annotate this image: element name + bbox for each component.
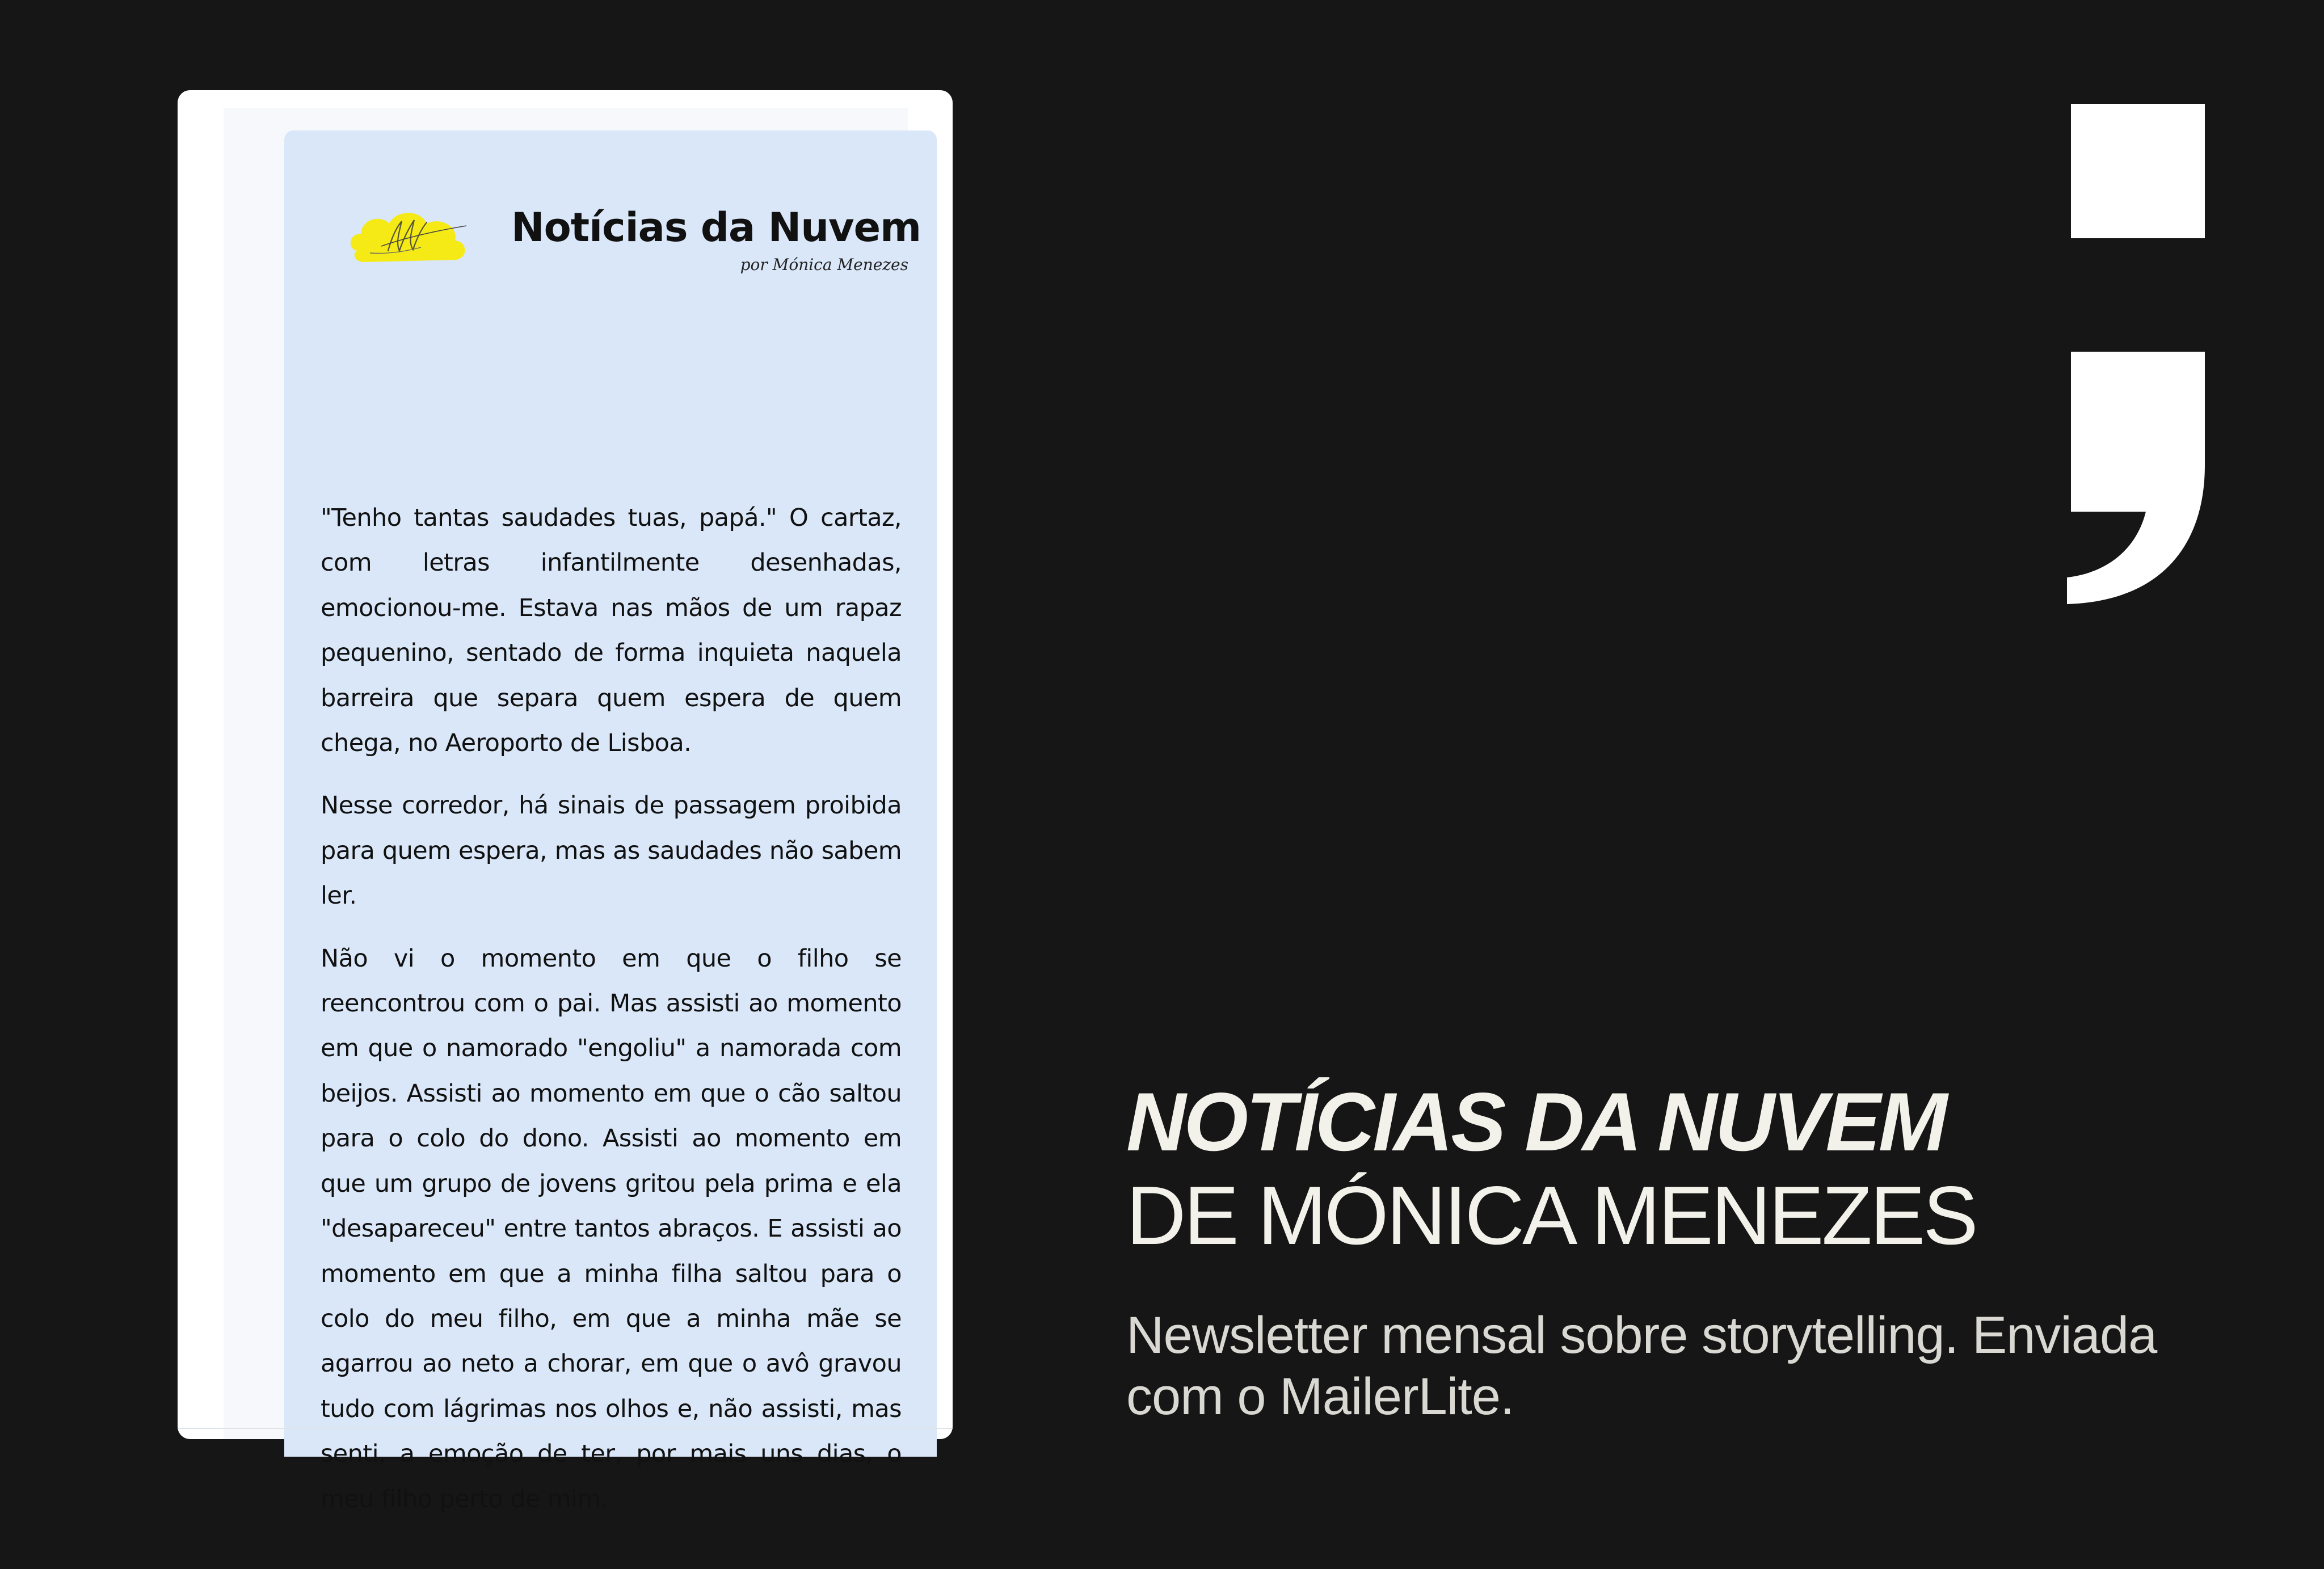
newsletter-sheet <box>284 130 937 1513</box>
semicolon-icon <box>2065 102 2207 613</box>
newsletter-paragraph: "Tenho tantas saudades tuas, papá." O cartaz, com letras infantilmente desenhadas, emocionou-me. Estava nas mãos de um rapaz pequenino, sentado de forma inquieta naquela barreira que separa quem espera de quem chega, no Aeroporto de Lisboa. <box>321 504 902 758</box>
newsletter-byline: por Mónica Menezes <box>740 255 908 274</box>
newsletter-paragraph: Não vi o momento em que o filho se reencontrou com o pai. Mas assisti ao momento em que o namorado "engoliu" a namorada com beijos. Assisti ao momento em que o cão saltou para o colo do dono. Assisti ao momento em que um grupo de jovens gritou pela prima e ela "desapareceu" entre tantos abraços. E assisti ao momento em que a minha filha saltou para o colo do meu filho, em que a minha mãe se agarrou ao neto a chorar, em que o avô gravou tudo com lágrimas nos olhos e, não assisti, mas senti, a emoção de ter, por mais uns dias, o meu filho perto de mim. <box>321 944 902 1513</box>
newsletter-preview-card <box>178 90 953 1513</box>
email-frame <box>224 108 921 1513</box>
project-subheadline: DE MÓNICA MENEZES <box>1126 1169 1976 1262</box>
newsletter-body <box>321 496 902 1540</box>
newsletter-paragraph: Nesse corredor, há sinais de passagem proibida para quem espera, mas as saudades não sabem ler. <box>321 791 902 910</box>
card-divider <box>178 1428 953 1429</box>
project-headline: NOTÍCIAS DA NUVEM <box>1126 1075 1946 1168</box>
project-description: Newsletter mensal sobre storytelling. Enviada com o MailerLite. <box>1126 1306 2157 1425</box>
newsletter-title: Notícias da Nuvem <box>511 204 921 251</box>
yellow-cloud-logo-icon <box>347 199 472 272</box>
